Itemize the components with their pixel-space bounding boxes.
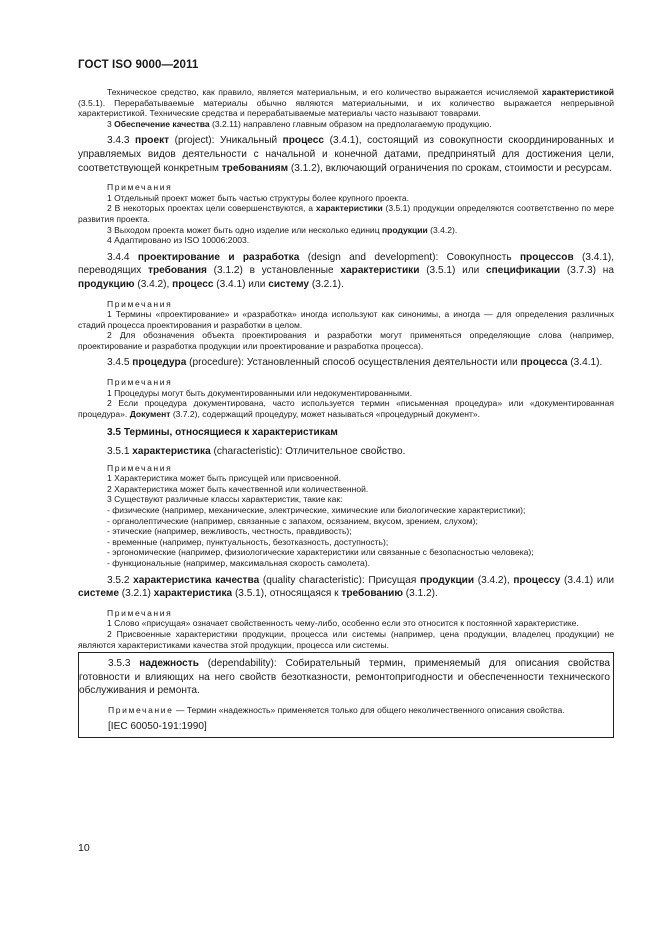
text: (3.4.2), [474, 574, 514, 586]
text: (3.4.1), состоящий из совокупности скоординированных и управляемых видов деятельности с начальной и конечной датами, предпринятый для достижения цели, соответствующей конкретным [78, 135, 614, 174]
text: (3.5.1) продукции определяются соответственно по мере развития проекта. [78, 203, 614, 224]
term-ref: характеристикой [541, 87, 614, 97]
text: 3 Выходом проекта может быть одно изделие или несколько единиц [107, 224, 382, 235]
term-ref: продукции [381, 224, 428, 235]
page-number: 10 [78, 842, 90, 854]
term-3-5-3 [79, 657, 610, 698]
term-ref: процесс [282, 135, 325, 147]
note-quality-assurance [78, 119, 614, 130]
list-item: - эргономические (например, физиологические характеристики или связанные с безопасностью человека); [107, 547, 534, 558]
text: 2 В некоторых проектах цели совершенствуются, а [107, 203, 316, 214]
term-title: проектирование и разработка [137, 251, 300, 263]
note-item [79, 705, 610, 716]
term-ref: процессу [513, 574, 561, 586]
note-item: 2 Присвоенные характеристики продукции, процесса или системы (например, цена продукции, владелец продукции) не являются характеристиками качества этой продукции, процесса или системы. [78, 628, 614, 650]
text: (3.4.1) или [213, 278, 269, 290]
note-item: 1 Характеристика может быть присущей или присвоенной. [107, 473, 342, 484]
notes-label: Примечания [107, 298, 173, 309]
note-item: 1 Термины «проектирование» и «разработка» иногда используют как синонимы, а иногда — для определения различных стадий процесса проектирования и разработки в целом. [78, 309, 614, 330]
term-title: надежность [139, 658, 199, 670]
term-3-5-1 [78, 445, 614, 459]
note-item: 2 Характеристика может быть качественной или количественной. [107, 483, 369, 494]
term-title: процедура [132, 357, 187, 369]
text: (3.4.1). [567, 357, 603, 369]
notes-label: Примечания [107, 377, 173, 388]
note-item: 1 Слово «присущая» означает свойственность чему-либо, особенно если это относится к постоянной характеристике. [107, 618, 579, 629]
term-title: характеристика [132, 446, 211, 458]
text: (3.4.2), [134, 278, 173, 290]
term-ref: процесса [520, 357, 568, 369]
text: (3.4.2). [427, 224, 458, 235]
notes-label: Примечания [107, 462, 173, 473]
term-ref: процесс [172, 278, 214, 290]
term-ref: продукцию [78, 278, 135, 290]
text: (3.2.1) [118, 588, 154, 600]
note-item: 2 Для обозначения объекта проектирования и разработки могут применяться определяющие слова (например, проектирование и разработка продукции или проектирование и разработка процесса). [78, 330, 614, 351]
term-ref: Документ [129, 408, 171, 419]
term-ref: характеристики [315, 203, 383, 214]
text: 3.5.2 [107, 574, 134, 586]
note-item [78, 225, 614, 236]
term-3-5-2 [78, 574, 614, 601]
text: 3.5.1 [107, 446, 133, 458]
term-ref: Обеспечение качества [114, 118, 210, 129]
text: (3.1.2) в установленные [206, 265, 341, 277]
text: (3.4.1), переводящих [78, 251, 614, 277]
term-title: характеристика качества [133, 574, 260, 586]
notes-label: Примечания [107, 607, 173, 618]
text: (3.7.3) на [560, 265, 614, 277]
list-item: - физические (например, механические, электрические, химические или биологические характеристики); [107, 505, 526, 515]
term-ref: характеристика [153, 588, 233, 600]
note-item [78, 203, 614, 224]
amended-term-box [78, 652, 614, 737]
term-3-4-5 [78, 356, 614, 370]
text: (3.5.1), относящаяся к [232, 588, 342, 600]
term-ref: требования [148, 265, 207, 277]
note-item: 1 Отдельный проект может быть частью структуры более крупного проекта. [107, 192, 409, 203]
text: (3.5.1). Перерабатываемые материалы обычно являются материальными, и их количество выражается непрерывной характеристикой. Технические средства и перерабатываемые материалы часто называют товарами. [78, 97, 614, 119]
text: 3 [107, 118, 115, 129]
note-item [78, 398, 614, 419]
text: 3.4.4 [107, 251, 138, 263]
text: (3.5.1) или [419, 265, 487, 277]
note-label: Примечание [108, 704, 174, 715]
text: 3.5.3 [108, 658, 140, 670]
paragraph-tangible [78, 87, 614, 119]
text: Техническое средство, как правило, является материальным, и его количество выражается исчисляемой [107, 87, 539, 97]
note-item: 3 Существуют различные классы характеристик, такие как: [107, 494, 343, 505]
text: (quality characteristic): Присущая [259, 574, 420, 586]
text: (characteristic): Отличительное свойство. [210, 446, 406, 458]
term-ref: характеристики [340, 265, 420, 277]
text: (3.1.2), включающий ограничения по срокам, стоимости и ресурсам. [288, 162, 612, 174]
list-item: - функциональные (например, максимальная скорость самолета). [107, 557, 370, 568]
list-item: - временные (например, пунктуальность, безотказность, доступность); [107, 536, 389, 547]
term-ref: продукции [419, 574, 475, 586]
text: 3.4.3 [107, 135, 136, 147]
term-ref: спецификации [486, 265, 561, 277]
term-ref: требованиям [221, 162, 289, 174]
term-title: проект [135, 135, 170, 147]
text: (3.2.1). [309, 278, 344, 290]
text: (design and development): Совокупность [299, 251, 520, 263]
list-item: - органолептические (например, связанные с запахом, осязанием, вкусом, зрением, слухом); [107, 515, 478, 526]
note-item: 1 Процедуры могут быть документированными или недокументированными. [107, 387, 413, 398]
text: (3.7.2), содержащий процедуру, может называться «процедурный документ». [170, 408, 481, 419]
notes-label: Примечания [107, 182, 173, 193]
text: (3.1.2). [402, 588, 438, 600]
page-content [78, 87, 614, 738]
text: (procedure): Установленный способ осуществления деятельности или [186, 357, 521, 369]
text: 2 Если процедура документирована, часто используется термин «письменная процедура» или «документированная процедура». [78, 398, 614, 419]
term-ref: требованию [341, 588, 403, 600]
list-item: - этические (например, вежливость, честность, правдивость); [107, 526, 352, 537]
text: (dependability): Собирательный термин, применяемый для описания свойства готовности и влияющих на него свойств безотказности, ремонтопригодности и обеспеченности технического обслуживания и ремонта. [79, 658, 610, 697]
source-reference: [IEC 60050-191:1990] [108, 720, 207, 732]
term-ref: системе [78, 588, 119, 600]
page-header: ГОСТ ISO 9000—2011 [78, 59, 199, 71]
text: (3.4.1) или [560, 574, 614, 586]
term-3-4-4 [78, 251, 614, 292]
text: (3.2.11) направлено главным образом на предполагаемую продукцию. [209, 118, 492, 129]
text: — Термин «надежность» применяется только для общего неколичественного описания свойства. [173, 704, 565, 715]
term-3-4-3 [78, 134, 614, 175]
note-item: 4 Адаптировано из ISO 10006:2003. [107, 235, 250, 246]
term-ref: процессов [519, 251, 574, 263]
term-ref: систему [268, 278, 310, 290]
text: (project): Уникальный [169, 135, 283, 147]
section-heading: 3.5 Термины, относящиеся к характеристикам [107, 427, 338, 439]
text: 3.4.5 [107, 357, 133, 369]
